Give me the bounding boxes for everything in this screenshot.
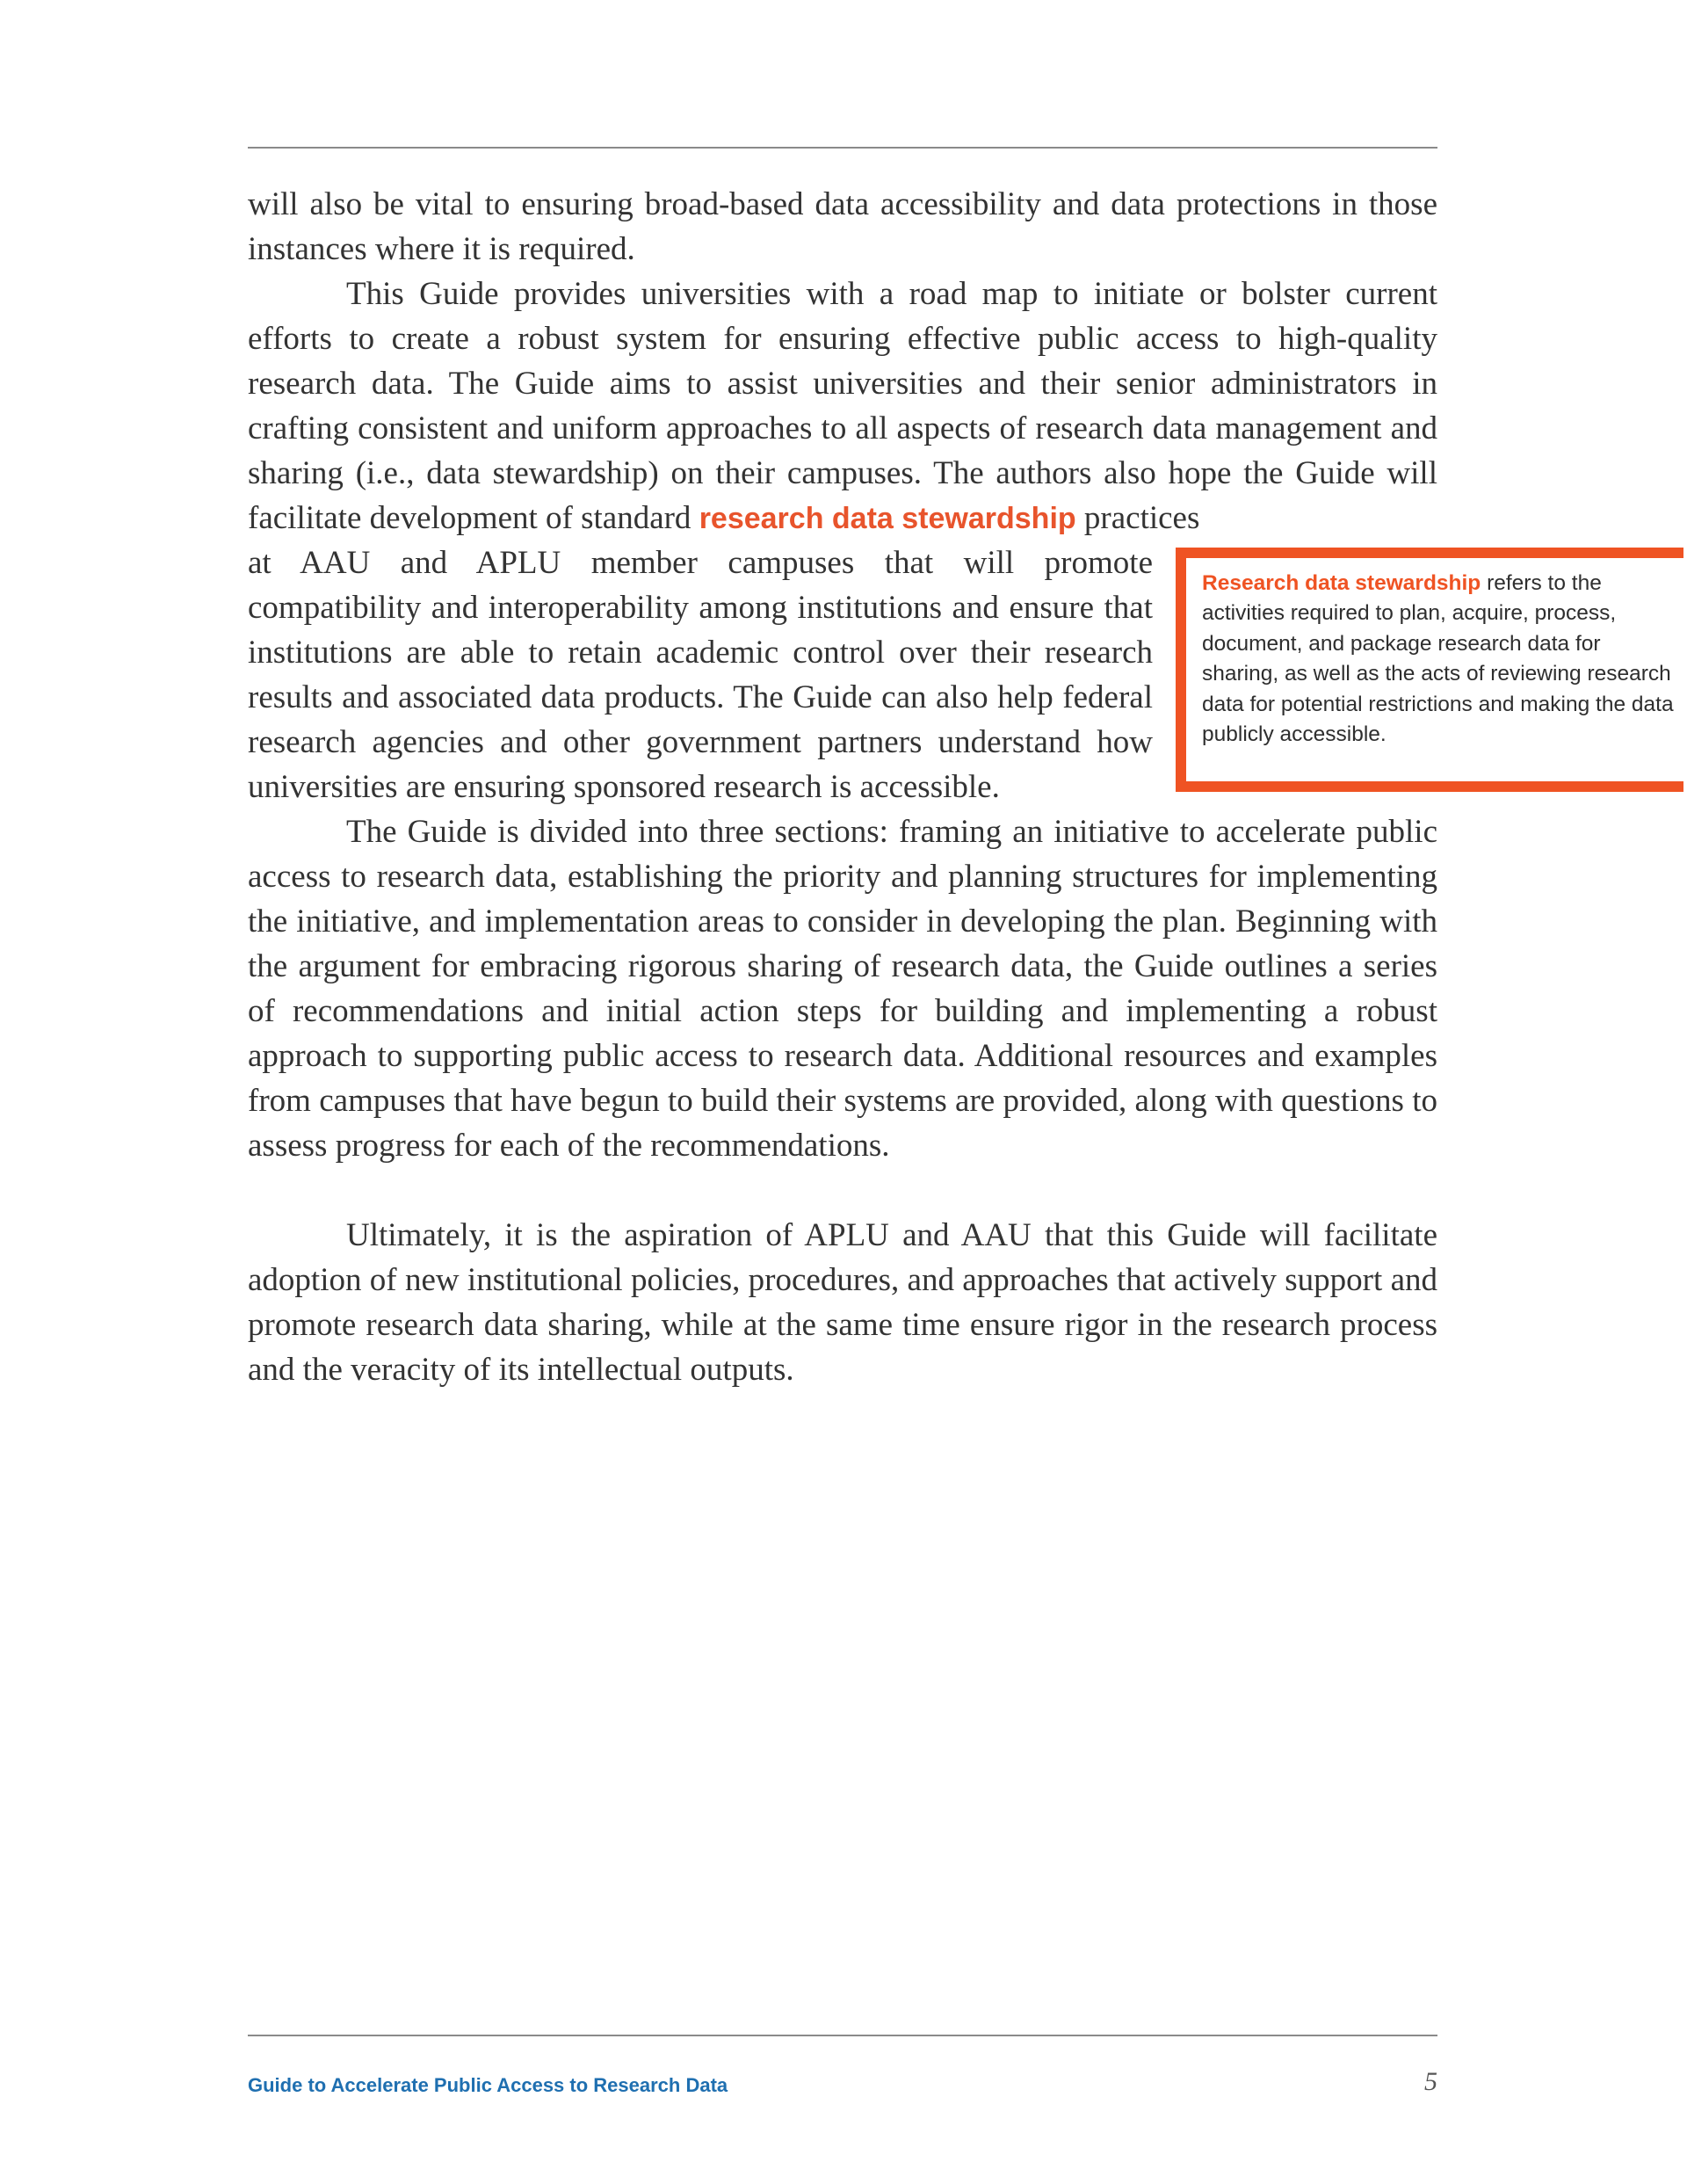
footer-rule	[248, 2035, 1437, 2036]
paragraph-guide-overview-continued: at AAU and APLU member campuses that will promote compatibility and interoperability among institutions and ensure that institutions are able to retain academic control over their research results and associated data products. The Guide can also help federal research agencies and other government partners understand how universities are ensuring sponsored research is accessible.	[248, 545, 1153, 805]
definition-term: Research data stewardship	[1202, 571, 1481, 595]
definition-callout-text	[1202, 569, 1676, 750]
footer-document-title: Guide to Accelerate Public Access to Research Data	[248, 2074, 728, 2096]
paragraph-text: This Guide provides universities with a road map to initiate or bolster current efforts to create a robust system for ensuring effective public access to high-quality research data. The Guide aims to assist universities and their senior administrators in crafting consistent and uniform approaches to all aspects of research data management and sharing (i.e., data stewardship) on their campuses. The authors also hope the Guide will facilitate development of standard	[248, 276, 1437, 536]
paragraph-guide-sections: The Guide is divided into three sections: framing an initiative to accelerate public access to research data, establishing the priority and planning structures for implementing the initiative, and implementation areas to consider in developing the plan. Beginning with the argument for embracing rigorous sharing of research data, the Guide outlines a series of recommendations and initial action steps for building and implementing a robust approach to supporting public access to research data. Additional resources and examples from campuses that have begun to build their systems are provided, along with questions to assess progress for each of the recommendations.	[248, 814, 1437, 1164]
paragraph-continuation: will also be vital to ensuring broad-based data accessibility and data protections in those instances where it is required.	[248, 186, 1437, 267]
paragraph-text: practices	[1083, 500, 1200, 536]
paragraph-aspiration: Ultimately, it is the aspiration of APLU and AAU that this Guide will facilitate adoption of new institutional policies, procedures, and approaches that actively support and promote research data sharing, while at the same time ensure rigor in the research process and the veracity of its intellectual outputs.	[248, 1217, 1437, 1388]
definition-body: refers to the activities required to plan, acquire, process, document, and package research data for sharing, as well as the acts of reviewing research data for potential restrictions and making the data publicly accessible.	[1202, 571, 1674, 747]
page-number: 5	[1424, 2067, 1437, 2096]
paragraph-guide-overview	[248, 272, 1437, 541]
header-rule	[248, 147, 1437, 149]
highlighted-term: research data stewardship	[699, 502, 1076, 535]
